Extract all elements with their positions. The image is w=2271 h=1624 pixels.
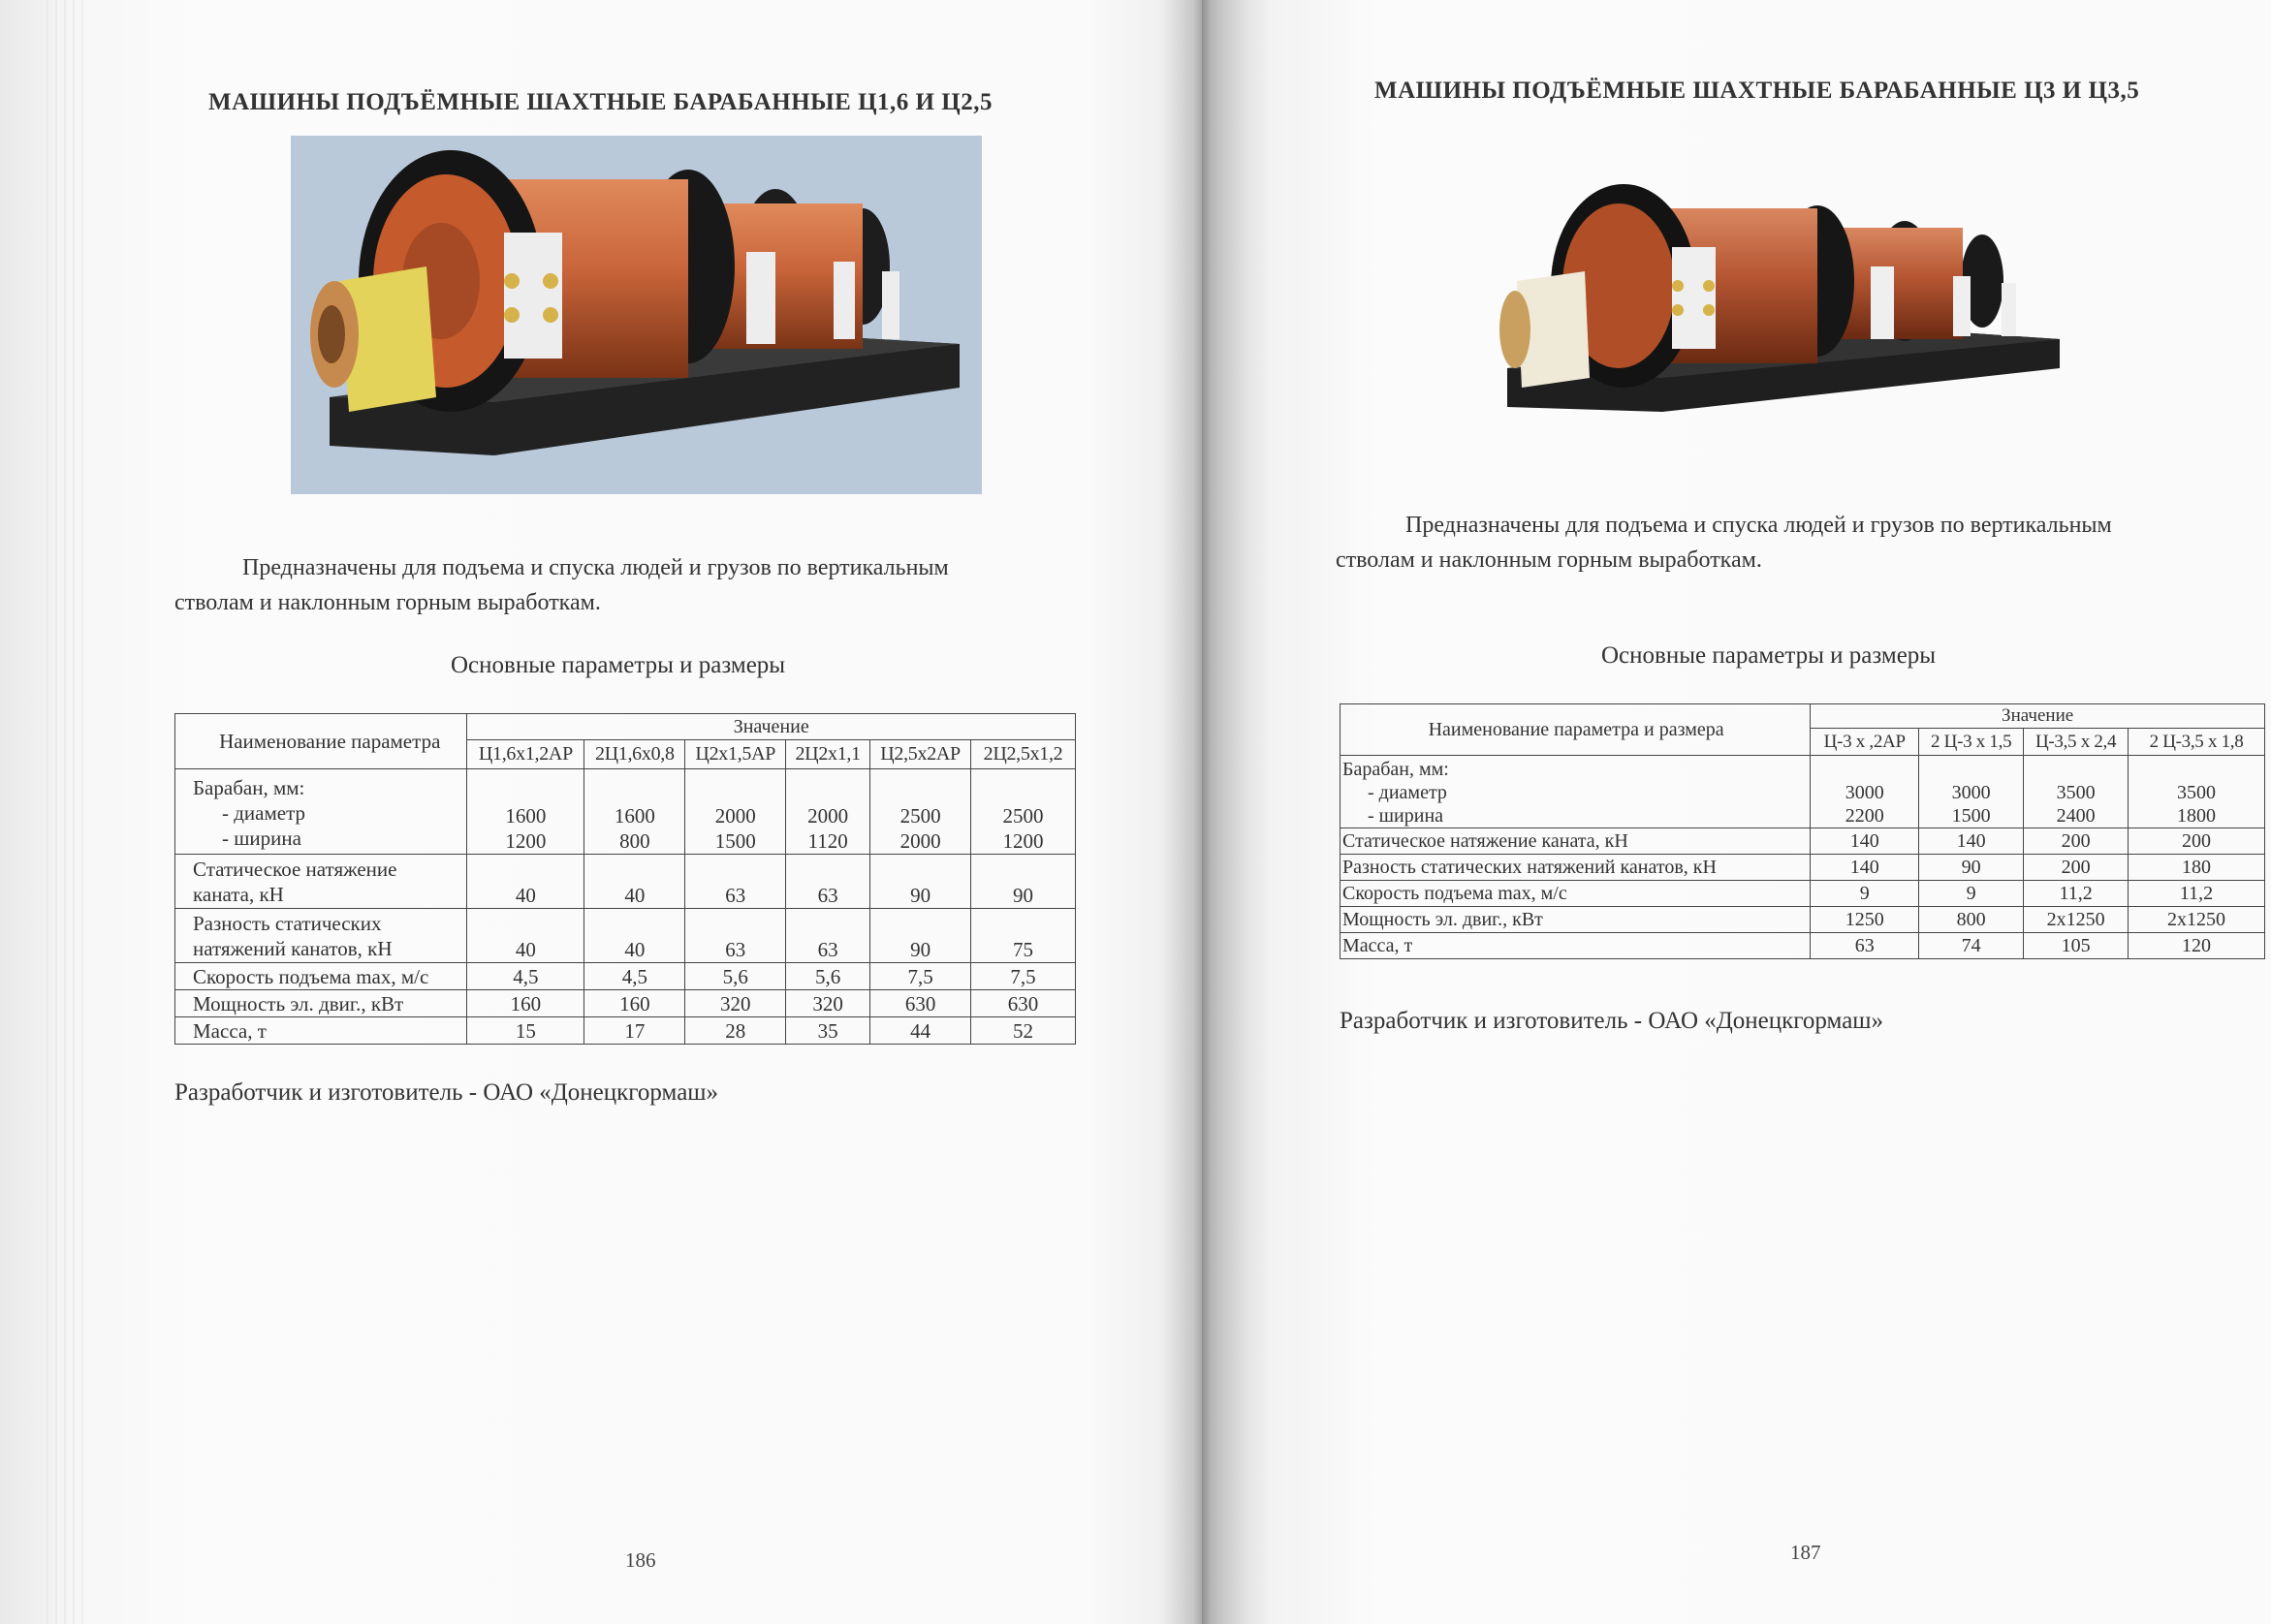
param-name-header: Наименование параметра и размера <box>1341 704 1811 756</box>
table-cell: 105 <box>2024 933 2129 959</box>
table-cell: 5,6 <box>786 963 870 990</box>
table-cell: 17 <box>584 1017 685 1045</box>
row-label: Масса, т <box>175 1017 467 1045</box>
description-paragraph <box>174 550 1100 620</box>
column-header: Ц-3 х ,2АР <box>1811 729 1919 756</box>
description-line-1: Предназначены для подъема и спуска людей и грузов по вертикальным <box>1405 513 2112 538</box>
description-line-2: стволам и наклонным горным выработкам. <box>174 590 601 615</box>
column-header: 2 Ц-3 х 1,5 <box>1919 729 2024 756</box>
column-header: Ц1,6х1,2АР <box>467 740 584 769</box>
table-cell: 75 <box>971 909 1076 963</box>
page-number: 187 <box>1790 1541 1821 1564</box>
table-cell: 63 <box>1811 933 1919 959</box>
table-cell: 320 <box>685 990 786 1017</box>
table-row <box>175 1017 1076 1045</box>
table-cell: 200 <box>2024 828 2129 855</box>
table-cell: 2500 2000 <box>870 769 971 855</box>
table-cell: 63 <box>685 909 786 963</box>
hoist-machine-image <box>291 136 982 494</box>
row-label: Скорость подъема max, м/с <box>175 963 467 990</box>
table-caption: Основные параметры и размеры <box>1601 642 1937 669</box>
table-cell: 11,2 <box>2024 881 2129 907</box>
table-row <box>1341 828 2265 855</box>
table-cell: 800 <box>1919 907 2024 933</box>
row-label-text: Барабан, мм: <box>1342 759 1449 780</box>
row-label: Мощность эл. двиг., кВт <box>175 990 467 1017</box>
column-header: Ц-3,5 х 2,4 <box>2024 729 2129 756</box>
row-label: Статическое натяжение каната, кН <box>1341 828 1811 855</box>
table-row <box>175 990 1076 1017</box>
description-line-1: Предназначены для подъема и спуска людей и грузов по вертикальным <box>242 555 949 580</box>
table-row <box>175 909 1076 963</box>
table-row <box>175 963 1076 990</box>
value-header: Значение <box>1811 704 2265 729</box>
table-cell: 74 <box>1919 933 2024 959</box>
row-sublabel: - ширина <box>1368 805 1444 827</box>
table-cell: 44 <box>870 1017 971 1045</box>
column-header: 2 Ц-3,5 х 1,8 <box>2129 729 2265 756</box>
table-cell: 3000 2200 <box>1811 756 1919 828</box>
table-cell: 7,5 <box>870 963 971 990</box>
table-cell: 11,2 <box>2129 881 2265 907</box>
table-cell: 180 <box>2129 855 2265 881</box>
table-cell: 40 <box>467 909 584 963</box>
row-label: Разность статических натяжений канатов, кН <box>1341 855 1811 881</box>
column-header: 2Ц2х1,1 <box>786 740 870 769</box>
row-label <box>1341 756 1811 828</box>
table-cell: 630 <box>870 990 971 1017</box>
table-cell: 63 <box>786 909 870 963</box>
table-cell: 28 <box>685 1017 786 1045</box>
table-cell: 1250 <box>1811 907 1919 933</box>
table-cell: 2x1250 <box>2024 907 2129 933</box>
table-cell: 90 <box>870 855 971 909</box>
table-cell: 630 <box>971 990 1076 1017</box>
book-gutter <box>1158 0 1246 1624</box>
page-number: 186 <box>625 1548 656 1572</box>
table-row <box>1341 855 2265 881</box>
table-cell: 200 <box>2129 828 2265 855</box>
table-cell: 320 <box>786 990 870 1017</box>
hoist-machine-photo <box>1498 174 2069 436</box>
parameters-table <box>174 713 1076 1045</box>
param-name-header: Наименование параметра <box>175 714 467 769</box>
table-cell: 160 <box>584 990 685 1017</box>
right-page <box>1202 0 2271 1624</box>
table-row <box>1341 907 2265 933</box>
row-label <box>175 769 467 855</box>
table-cell: 9 <box>1811 881 1919 907</box>
table-cell: 4,5 <box>467 963 584 990</box>
page-title: МАШИНЫ ПОДЪЁМНЫЕ ШАХТНЫЕ БАРАБАННЫЕ Ц3 И Ц3,5 <box>1374 78 2140 104</box>
column-header: Ц2х1,5АР <box>685 740 786 769</box>
table-cell: 3500 1800 <box>2129 756 2265 828</box>
table-cell: 140 <box>1811 828 1919 855</box>
description-paragraph <box>1336 508 2266 578</box>
table-cell: 90 <box>971 855 1076 909</box>
table-cell: 140 <box>1919 828 2024 855</box>
table-cell: 15 <box>467 1017 584 1045</box>
table-cell: 90 <box>1919 855 2024 881</box>
table-cell: 160 <box>467 990 584 1017</box>
row-label: Мощность эл. двиг., кВт <box>1341 907 1811 933</box>
hoist-machine-photo <box>291 136 982 494</box>
table-cell: 2000 1500 <box>685 769 786 855</box>
table-row <box>1341 881 2265 907</box>
table-cell: 2x1250 <box>2129 907 2265 933</box>
table-cell: 120 <box>2129 933 2265 959</box>
table-cell: 4,5 <box>584 963 685 990</box>
row-label: Статическое натяжение каната, кН <box>175 855 467 909</box>
table-caption: Основные параметры и размеры <box>451 652 786 678</box>
table-row <box>1341 756 2265 828</box>
table-cell: 1600 800 <box>584 769 685 855</box>
table-cell: 3000 1500 <box>1919 756 2024 828</box>
row-sublabel: - ширина <box>222 827 301 850</box>
row-label: Разность статических натяжений канатов, кН <box>175 909 467 963</box>
table-cell: 5,6 <box>685 963 786 990</box>
table-cell: 3500 2400 <box>2024 756 2129 828</box>
table-cell: 63 <box>786 855 870 909</box>
binding-edge <box>47 0 85 1624</box>
row-label-text: Барабан, мм: <box>193 776 305 799</box>
column-header: Ц2,5х2АР <box>870 740 971 769</box>
table-cell: 140 <box>1811 855 1919 881</box>
table-row <box>175 855 1076 909</box>
table-cell: 2500 1200 <box>971 769 1076 855</box>
value-header: Значение <box>467 714 1076 740</box>
description-line-2: стволам и наклонным горным выработкам. <box>1336 547 1762 573</box>
row-sublabel: - диаметр <box>1368 782 1447 803</box>
table-cell: 35 <box>786 1017 870 1045</box>
table-cell: 52 <box>971 1017 1076 1045</box>
table-row <box>1341 933 2265 959</box>
table-cell: 63 <box>685 855 786 909</box>
table-cell: 200 <box>2024 855 2129 881</box>
column-header: 2Ц2,5х1,2 <box>971 740 1076 769</box>
page-title: МАШИНЫ ПОДЪЁМНЫЕ ШАХТНЫЕ БАРАБАННЫЕ Ц1,6 И Ц2,5 <box>208 89 993 115</box>
hoist-machine-image <box>1498 174 2069 436</box>
row-label: Масса, т <box>1341 933 1811 959</box>
table-cell: 40 <box>584 909 685 963</box>
row-label: Скорость подъема max, м/с <box>1341 881 1811 907</box>
manufacturer-note: Разработчик и изготовитель - ОАО «Донецкгормаш» <box>174 1079 719 1106</box>
row-sublabel: - диаметр <box>222 801 306 825</box>
table-cell: 40 <box>467 855 584 909</box>
table-cell: 2000 1120 <box>786 769 870 855</box>
table-row <box>175 769 1076 855</box>
manufacturer-note: Разработчик и изготовитель - ОАО «Донецкгормаш» <box>1340 1008 1884 1034</box>
table-cell: 7,5 <box>971 963 1076 990</box>
parameters-table <box>1340 703 2265 959</box>
table-cell: 90 <box>870 909 971 963</box>
table-cell: 9 <box>1919 881 2024 907</box>
column-header: 2Ц1,6х0,8 <box>584 740 685 769</box>
table-cell: 1600 1200 <box>467 769 584 855</box>
table-cell: 40 <box>584 855 685 909</box>
